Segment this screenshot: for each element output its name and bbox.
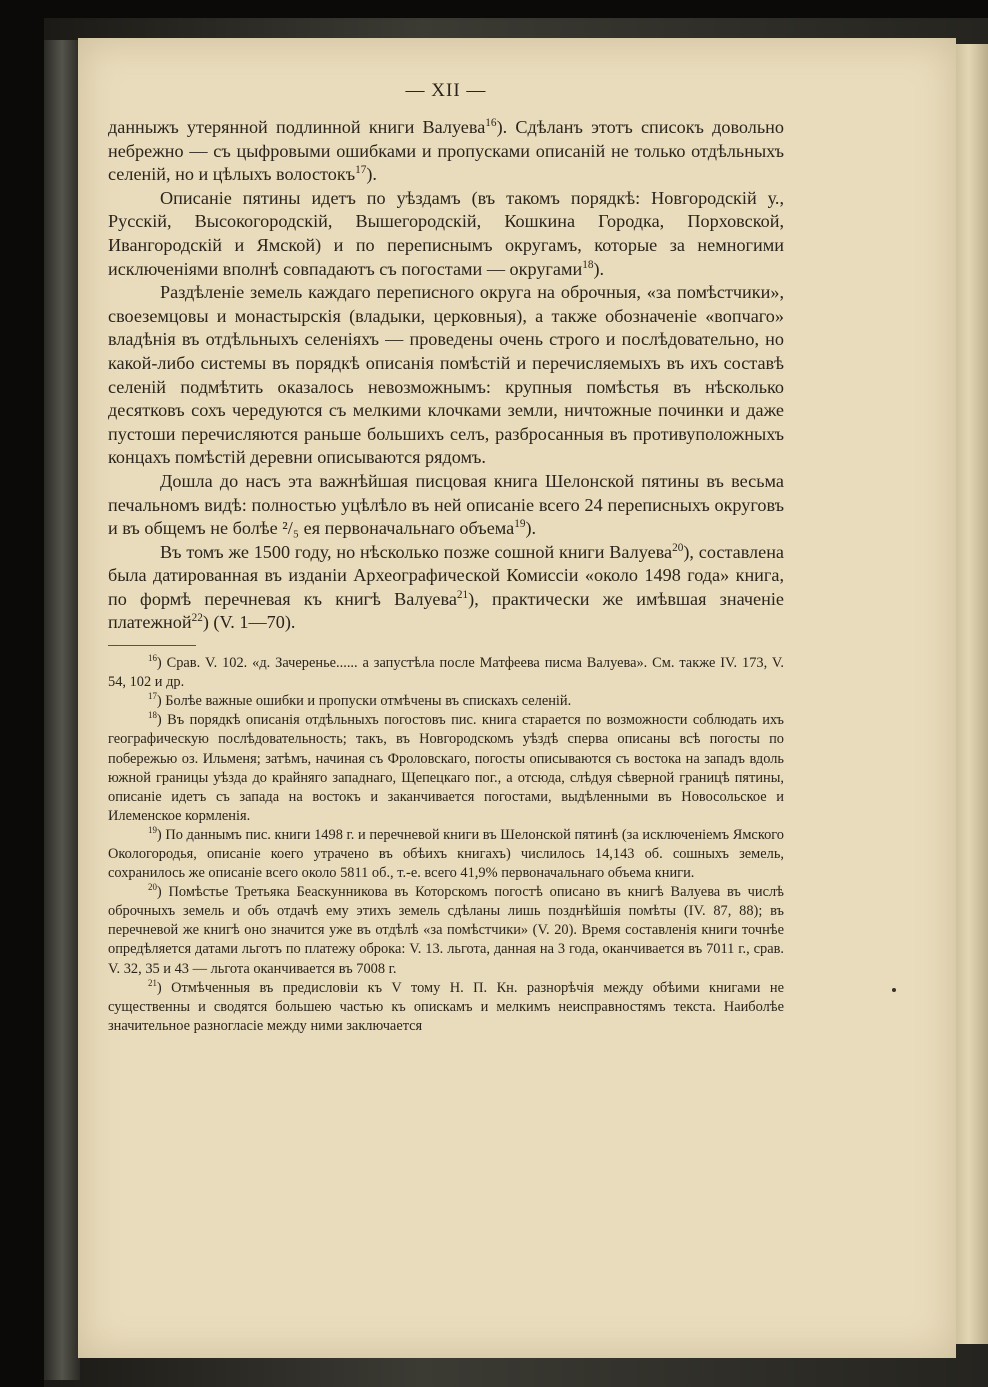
paragraph-text: ), практически же имѣвшая значеніе платежной: [108, 588, 784, 633]
footnote-number: 21: [148, 977, 157, 988]
footnote-ref[interactable]: 18: [582, 258, 594, 271]
footnote-number-paren: ): [156, 712, 168, 729]
footnote-ref[interactable]: 21: [456, 588, 469, 601]
footnote-number: 18: [148, 710, 157, 721]
paragraph-text: ). Сдѣланъ этотъ списокъ довольно небрежно — съ цыфровыми ошибками и пропусками описаній не только отдѣльныхъ селеній, но и цѣлыхъ волостокъ: [108, 117, 784, 185]
footnote: [108, 826, 784, 883]
footnote: [108, 692, 784, 711]
footnote: [108, 883, 784, 978]
footnote: [108, 979, 784, 1036]
paragraph-text: ).: [525, 518, 537, 539]
footnote-ref[interactable]: 16: [485, 116, 497, 129]
footnote-text: Срав. V. 102. «д. Зачеренье...... а запустѣла после Матфеева писма Валуева». См. также IV. 173, V. 54, 102 и др.: [108, 655, 784, 691]
footnote: [108, 711, 784, 826]
paragraph-text: Описаніе пятины идетъ по уѣздамъ (въ такомъ порядкѣ: Новгородскій у., Русскій, Высокогородскій, Вышегородскій, Кошкина Городка, Порховской, Ивангородскій и Ямской) и по переписнымъ округамъ, которые за немногими исключеніями вполнѣ совпадаютъ съ погостами — округами: [108, 187, 784, 279]
footnote-number: 19: [148, 825, 157, 836]
paragraph-text: ).: [366, 164, 377, 185]
page-stack-edge: [956, 44, 988, 1344]
book-cover-edge: [44, 40, 80, 1380]
footnote-divider: [108, 645, 196, 646]
page-content: [108, 80, 784, 1036]
body-paragraph: [108, 187, 784, 281]
paragraph-text: ) (V. 1—70).: [202, 612, 296, 633]
paragraph-text: Въ томъ же 1500 году, но нѣсколько позже сошной книги Валуева: [160, 541, 673, 562]
footnote-text: Въ порядкѣ описанія отдѣльныхъ погостовъ пис. книга старается по возможности соблюдать ихъ географическую послѣдовательность; такъ, въ Новгородскомъ уѣздѣ сперва описаны всѣ погосты по побережью оз. Ильменя; затѣмъ, начиная съ Фроловскаго, погосты описываются съ востока на западъ вдоль южной границы уѣзда до крайняго западнаго, Щепецкаго пог., а отсюда, слѣдуя сѣверной границѣ пятины, описаніе идетъ съ запада на востокъ и заканчивается погостами, выдѣленными въ Новосольское и Илеменское кормленія.: [108, 712, 784, 824]
footnote-ref[interactable]: 17: [355, 164, 367, 177]
footnote-ref[interactable]: 19: [514, 518, 526, 531]
body-paragraph: [108, 541, 784, 635]
page-mark: [892, 988, 896, 992]
footnote-ref[interactable]: 20: [672, 541, 684, 554]
footnote-text: Помѣстье Третьяка Беаскунникова въ Которскомъ погостѣ описано въ книгѣ Валуева въ числѣ оброчныхъ земель и объ отдачѣ ему этихъ земель сдѣланы лишь позднѣйшія помѣты (IV. 87, 88); въ перечневой же книгѣ оно значится уже въ отдѣлѣ «за помѣстчики» (V. 20). Время составленія книги точнѣе опредѣляется датами льготъ по платежу оброка: V. 13. льгота, данная на 3 года, оканчивается въ 7011 г., срав. V. 32, 35 и 43 — льгота оканчивается въ 7008 г.: [108, 884, 784, 977]
footnote-text: По даннымъ пис. книги 1498 г. и перечневой книги въ Шелонской пятинѣ (за исключеніемъ Ямского Окологородья, описаніе коего утрачено въ обѣихъ книгахъ) числилось 14,143 об. сошныхъ земель, сохранилось же описаніе всего около 5811 об., т.-е. всего 41,9% первоначальнаго объема книги.: [108, 826, 785, 882]
body-text: [108, 116, 784, 635]
footnote-number-paren: ): [156, 826, 166, 843]
paragraph-text: ), составлена была датированная въ изданіи Археографической Комиссіи «около 1498 года» книга, по формѣ перечневая къ книгѣ Валуева: [108, 541, 785, 609]
footnote-ref[interactable]: 22: [191, 612, 203, 625]
footnote-number-paren: ): [156, 884, 169, 901]
footnote-number: 20: [148, 882, 157, 893]
footnote-number-paren: ): [156, 693, 166, 710]
body-paragraph: [108, 281, 784, 470]
body-paragraph: [108, 116, 784, 187]
footnote-text: Отмѣченныя въ предисловіи къ V тому Н. П. Кн. разнорѣчія между обѣими книгами не существенны и сводятся большею частью къ опискамъ и мелкимъ неисправностямъ текста. Наиболѣе значительное разногласіе между ними заключается: [108, 979, 784, 1034]
body-paragraph: [108, 470, 784, 541]
paragraph-text: ).: [593, 258, 605, 279]
paragraph-text: Дошла до насъ эта важнѣйшая писцовая книга Шелонской пятины въ весьма печальномъ видѣ: полностью уцѣлѣло въ ней описаніе всего 24 переписныхъ округовъ и въ общемъ не болѣе ²/₅ ея первоначальнаго объема: [108, 470, 784, 539]
footnote-number: 16: [148, 653, 157, 664]
footnote-number: 17: [148, 691, 157, 702]
footnote: [108, 654, 784, 692]
footnotes: [108, 654, 784, 1036]
footnote-number-paren: ): [156, 979, 172, 996]
paragraph-text: Раздѣленіе земель каждаго переписного округа на оброчныя, «за помѣстчики», своеземцовы и монастырскія (владыки, церковныя), а также обозначеніе «вопчаго» владѣнія въ отдѣльныхъ селеніяхъ — проведены очень строго и послѣдовательно, но какой-либо системы въ порядкѣ описанія помѣстій и перечисляемыхъ въ ихъ составѣ селеній подмѣтить оказалось невозможнымъ: крупныя помѣстья въ нѣсколько десятковъ сохъ чередуются съ мелкими клочками земли, ничтожные починки и даже пустоши перечисляются раньше большихъ селъ, разбросанныя въ противуположныхъ концахъ помѣстій деревни описываются рядомъ.: [108, 282, 784, 468]
page-number: — XII —: [405, 80, 487, 101]
footnote-text: Болѣе важные ошибки и пропуски отмѣчены въ спискахъ селеній.: [165, 693, 572, 710]
paragraph-text: данныжъ утерянной подлинной книги Валуева: [108, 117, 486, 137]
footnote-number-paren: ): [156, 655, 167, 672]
